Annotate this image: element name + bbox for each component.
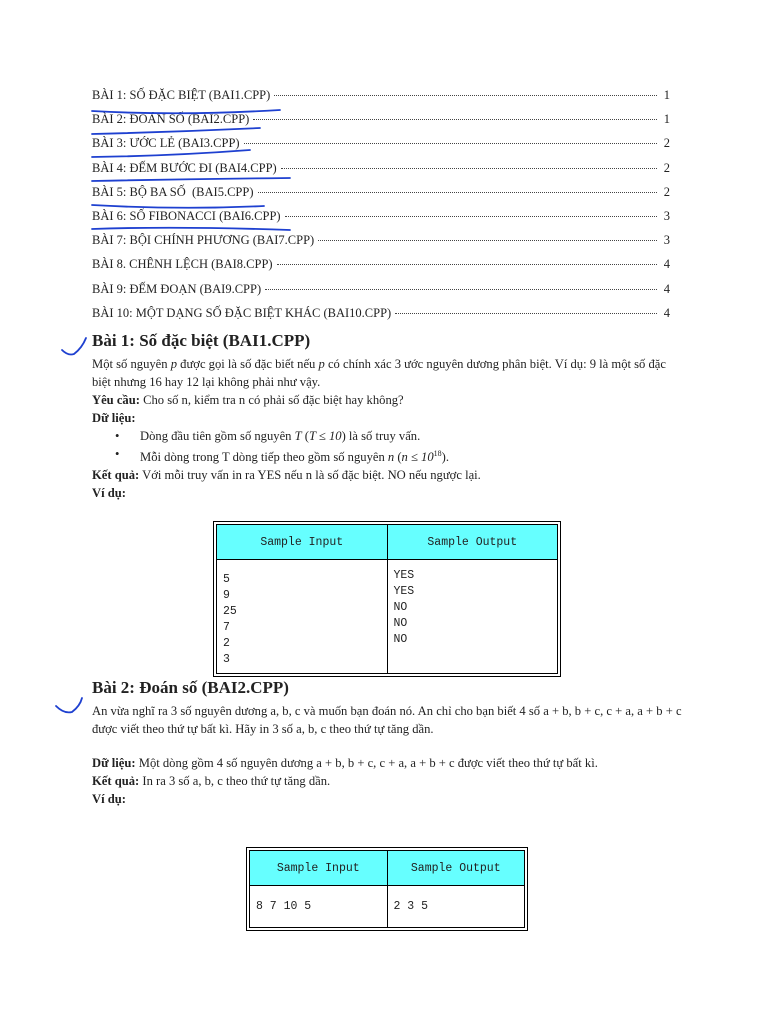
sample-output-cell: YES YES NO NO NO bbox=[387, 560, 558, 674]
toc-entry-title: BÀI 1: SỐ ĐẶC BIỆT (BAI1.CPP) bbox=[92, 88, 271, 102]
toc-entry-page: 3 bbox=[663, 208, 670, 223]
problem-1-example-label: Ví dụ: bbox=[92, 486, 126, 501]
math-symbol: n bbox=[387, 450, 395, 465]
ink-tick-problem-2 bbox=[56, 698, 82, 712]
math-symbol: T bbox=[294, 429, 302, 443]
math-symbol: p bbox=[170, 357, 178, 371]
toc-entry-title: BÀI 9: ĐẾM ĐOẠN (BAI9.CPP) bbox=[92, 281, 262, 296]
math-symbol: p bbox=[318, 357, 325, 371]
toc-entry-title: BÀI 2: ĐOÁN SỐ (BAI2.CPP) bbox=[92, 112, 250, 127]
text-run: ). bbox=[441, 450, 449, 465]
sample-output-header: Sample Output bbox=[387, 525, 558, 560]
ink-underline-toc-5 bbox=[92, 205, 264, 208]
toc-entry-page: 2 bbox=[663, 136, 670, 151]
sample-input-cell: 8 7 10 5 bbox=[250, 886, 388, 928]
toc-entry-title: BÀI 3: ƯỚC LẺ (BAI3.CPP) bbox=[92, 136, 240, 151]
toc-entry-page: 1 bbox=[663, 88, 670, 102]
toc-entry-page: 4 bbox=[663, 305, 670, 320]
data-text: Một dòng gồm 4 số nguyên dương a + b, b + c, c + a, a + b + c được viết theo thứ tự bất kì. bbox=[135, 756, 598, 770]
toc-entry-page: 2 bbox=[663, 160, 670, 175]
toc-entry-title: BÀI 8. CHÊNH LỆCH (BAI8.CPP) bbox=[92, 257, 273, 272]
result-text: Với mỗi truy vấn in ra YES nếu n là số đặc biệt. NO nếu ngược lại. bbox=[139, 468, 481, 483]
requirement-text: Cho số n, kiểm tra n có phải số đặc biệt hay không? bbox=[139, 393, 404, 407]
sample-input-header: Sample Input bbox=[217, 525, 388, 560]
math-expression: T ≤ 10 bbox=[308, 429, 342, 443]
ink-underline-toc-3 bbox=[92, 150, 250, 157]
ink-underline-toc-6 bbox=[92, 228, 290, 230]
text-run: Dòng đầu tiên gồm số nguyên bbox=[140, 429, 295, 443]
ink-underline-toc-2 bbox=[92, 128, 260, 134]
math-exponent: 18 bbox=[433, 449, 442, 458]
problem-1-heading: Bài 1: Số đặc biệt (BAI1.CPP) bbox=[92, 331, 311, 350]
data-label: Dữ liệu: bbox=[92, 756, 136, 770]
toc-entry-page: 1 bbox=[663, 112, 670, 127]
text-run: ( bbox=[394, 450, 402, 465]
math-expression: n ≤ 10 bbox=[401, 450, 434, 465]
text-run: Một số nguyên bbox=[92, 357, 171, 371]
text-run: được gọi là số đặc biết nếu bbox=[177, 357, 319, 371]
sample-input-cell: 5 9 25 7 2 3 bbox=[217, 560, 388, 674]
sample-output-cell: 2 3 5 bbox=[387, 886, 525, 928]
problem-2-intro: An vừa nghĩ ra 3 số nguyên dương a, b, c và muốn bạn đoán nó. An chỉ cho bạn biết 4 số a + b, b + c, c + a, a + b + c được viết theo thứ tự bất kì. Hãy in 3 số a, b, c theo thứ tự tăng dần. bbox=[92, 704, 682, 736]
toc-entry-title: BÀI 10: MỘT DẠNG SỐ ĐẶC BIỆT KHÁC (BAI10.CPP) bbox=[92, 305, 392, 320]
problem-2-heading: Bài 2: Đoán số (BAI2.CPP) bbox=[92, 678, 289, 697]
result-text: In ra 3 số a, b, c theo thứ tự tăng dần. bbox=[139, 774, 331, 788]
ink-underline-toc-1 bbox=[92, 110, 280, 113]
ink-tick-problem-1 bbox=[62, 338, 86, 355]
text-run: có chính xác 3 ước nguyên dương phân biệt. Ví dụ: 9 là một số đặc biệt nhưng 16 hay 12 lại không phải như vậy. bbox=[92, 357, 666, 389]
text-run: ) là số truy vấn. bbox=[341, 429, 421, 443]
toc-entry-page: 2 bbox=[663, 184, 670, 199]
result-label: Kết quả: bbox=[92, 774, 140, 788]
toc-entry-title: BÀI 7: BỘI CHÍNH PHƯƠNG (BAI7.CPP) bbox=[92, 233, 315, 248]
problem-2-example-label: Ví dụ: bbox=[92, 792, 126, 806]
ink-underline-toc-4 bbox=[92, 178, 290, 181]
problem-1-data-label: Dữ liệu: bbox=[92, 411, 136, 425]
toc-entry-page: 4 bbox=[663, 281, 670, 296]
toc-entry-title: BÀI 5: BỘ BA SỐ (BAI5.CPP) bbox=[92, 184, 254, 199]
toc-entry-title: BÀI 6: SỐ FIBONACCI (BAI6.CPP) bbox=[92, 208, 281, 223]
toc-entry-page: 4 bbox=[663, 257, 670, 272]
text-run: ( bbox=[301, 429, 309, 443]
toc-entry-page: 3 bbox=[663, 233, 670, 248]
requirement-label: Yêu cầu: bbox=[92, 393, 140, 407]
sample-output-header: Sample Output bbox=[387, 851, 525, 886]
sample-input-header: Sample Input bbox=[250, 851, 388, 886]
toc-entry-title: BÀI 4: ĐẾM BƯỚC ĐI (BAI4.CPP) bbox=[92, 160, 277, 175]
text-run: Mỗi dòng trong T dòng tiếp theo gồm số nguyên bbox=[140, 450, 388, 465]
result-label: Kết quả: bbox=[92, 468, 140, 483]
